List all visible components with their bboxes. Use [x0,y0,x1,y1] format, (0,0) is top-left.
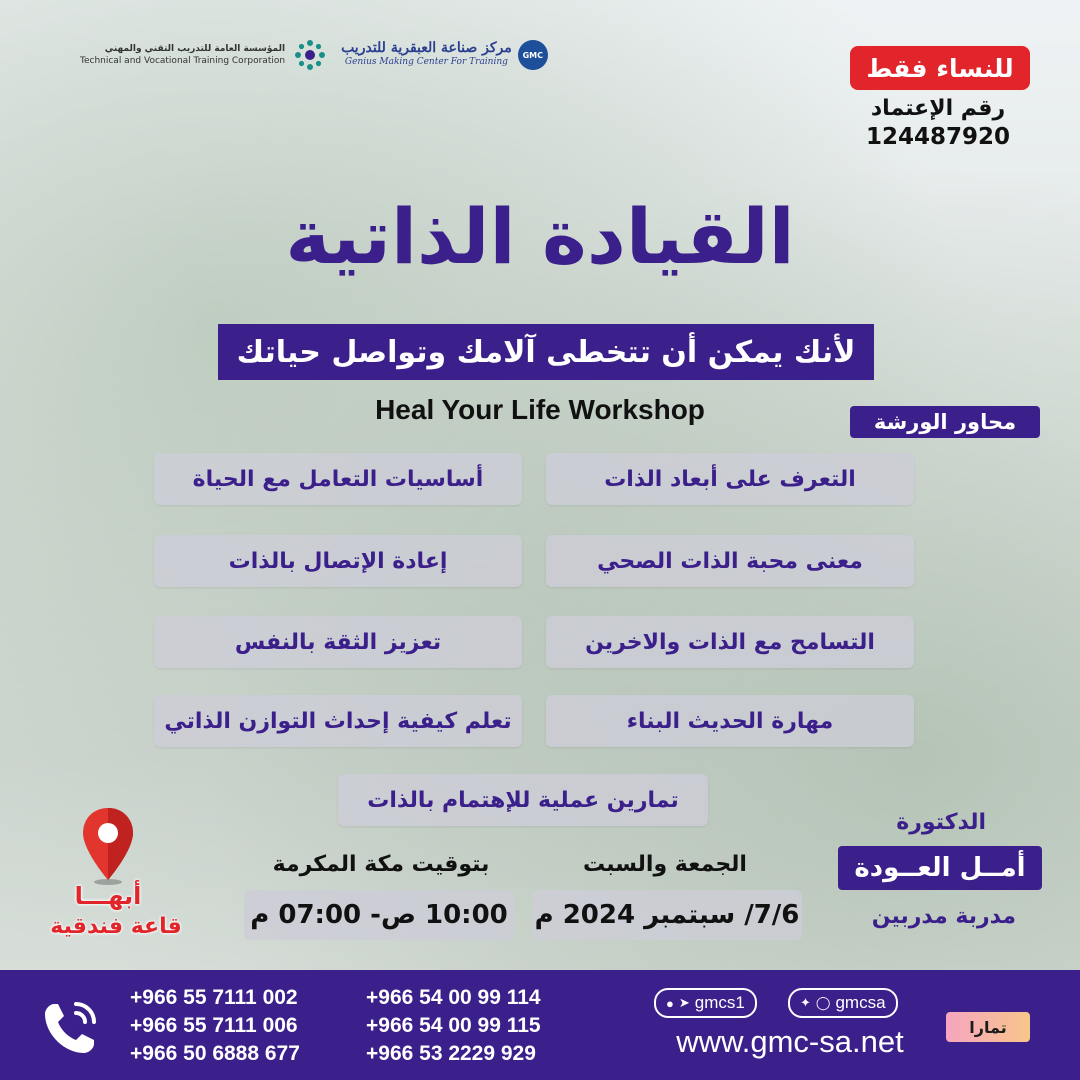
snapchat-icon: ● [666,995,674,1011]
social-handle-twitter-instagram[interactable] [788,988,898,1018]
topic-item: مهارة الحديث البناء [546,695,914,747]
topic-item: أساسيات التعامل مع الحياة [154,453,522,505]
social-handle-snap-telegram[interactable] [654,988,757,1018]
phone-icon [36,994,104,1062]
schedule-date: 7/6/ سبتمبر 2024 م [532,890,802,940]
topic-item: التعرف على أبعاد الذات [546,453,914,505]
trainer-title-label: الدكتورة [896,810,986,835]
gmc-badge-icon: GMC [518,40,548,70]
instagram-icon: ◯ [815,995,831,1010]
tvtc-logo-en: Technical and Vocational Training Corporation [80,56,286,66]
phone-number[interactable]: +966 53 2229 929 [366,1042,536,1065]
location-city: أبهـــا [74,882,142,910]
phone-number[interactable]: +966 54 00 99 115 [366,1014,541,1037]
workshop-english-name: Heal Your Life Workshop [375,394,705,425]
accreditation-number: 124487920 [865,124,1011,150]
women-only-badge: للنساء فقط [850,46,1030,90]
trainer-name: أمــل العــودة [838,846,1042,890]
tvtc-emblem-icon [293,38,327,72]
workshop-title: القيادة الذاتية [285,192,795,281]
schedule-timezone: بتوقيت مكة المكرمة [272,852,490,877]
accreditation-label: رقم الإعتماد [870,96,1006,121]
twitter-icon: ✦ [800,995,811,1010]
topic-item: تعزيز الثقة بالنفس [154,616,522,668]
website-link[interactable]: www.gmc-sa.net [676,1024,904,1059]
topic-item: إعادة الإتصال بالذات [154,535,522,587]
schedule-time: 10:00 ص- 07:00 م [244,890,514,940]
workshop-subtitle: لأنك يمكن أن تتخطى آلامك وتواصل حياتك [218,324,874,380]
tvtc-logo-ar: المؤسسة العامة للتدريب التقني والمهني [104,44,286,54]
topic-item: التسامح مع الذات والاخرين [546,616,914,668]
schedule-days: الجمعة والسبت [583,852,747,877]
tvtc-logo [80,38,327,72]
gmc-logo [341,40,548,70]
tamara-payment-badge: تمارا [946,1012,1030,1042]
phone-number[interactable]: +966 55 7111 002 [130,986,298,1009]
social-handle-text: gmcs1 [694,993,745,1012]
location-pin-icon [80,806,136,886]
gmc-logo-en: Genius Making Center For Training [344,57,508,67]
topics-label: محاور الورشة [850,406,1040,438]
location-venue: قاعة فندقية [50,914,182,939]
phone-number[interactable]: +966 50 6888 677 [130,1042,300,1065]
topic-item: معنى محبة الذات الصحي [546,535,914,587]
topic-item: تعلم كيفية إحداث التوازن الذاتي [154,695,522,747]
social-handle-text: gmcsa [835,993,886,1012]
trainer-role: مدربة مدربين [871,904,1016,929]
phone-number[interactable]: +966 55 7111 006 [130,1014,298,1037]
phone-list-left [130,984,300,1068]
topic-item: تمارين عملية للإهتمام بالذات [338,774,708,826]
phone-number[interactable]: +966 54 00 99 114 [366,986,541,1009]
telegram-icon: ➤ [678,995,690,1010]
phone-list-right [366,984,541,1068]
gmc-logo-ar: مركز صناعة العبقرية للتدريب [341,40,512,56]
partner-logos [80,38,548,72]
